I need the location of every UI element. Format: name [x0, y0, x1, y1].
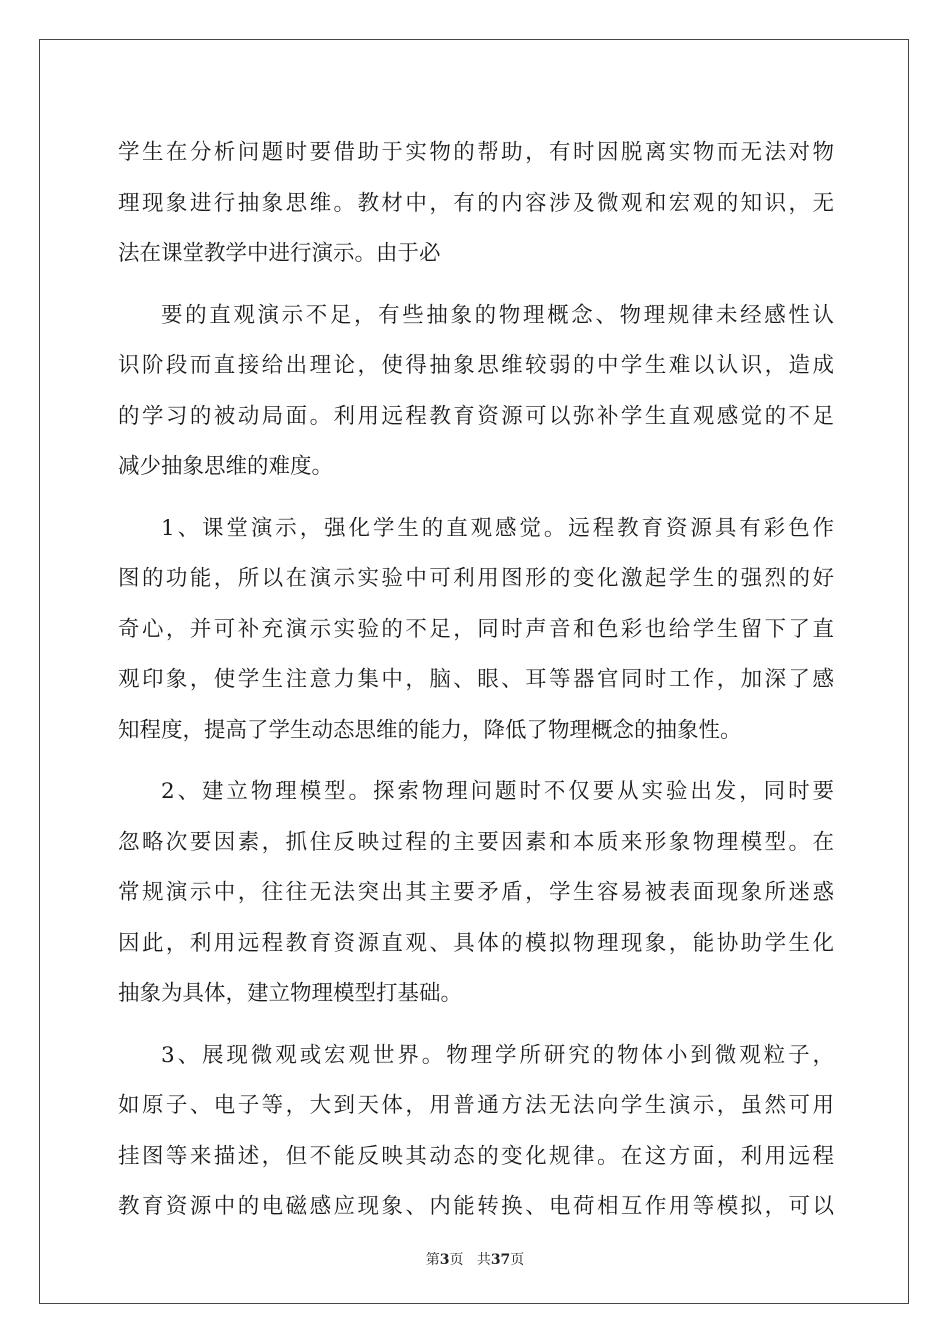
paragraph-1 — [118, 128, 834, 280]
document-body — [118, 128, 834, 1233]
paragraph-4 — [118, 767, 834, 1020]
text-line: 奇心，并可补充演示实验的不足，同时声音和色彩也给学生留下了直 — [118, 616, 834, 642]
text-line: 观印象，使学生注意力集中，脑、眼、耳等器官同时工作，加深了感 — [118, 667, 834, 692]
paragraph-5 — [118, 1031, 834, 1233]
paragraph-3 — [118, 504, 834, 757]
text-line: 忽略次要因素，抓住反映过程的主要因素和本质来形象物理模型。在 — [118, 829, 834, 855]
text-line: 教育资源中的电磁感应现象、内能转换、电荷相互作用等模拟，可以 — [118, 1194, 834, 1219]
text-line: 要的直观演示不足，有些抽象的物理概念、物理规律未经感性认 — [161, 302, 834, 328]
text-line: 因此，利用远程教育资源直观、具体的模拟物理现象，能协助学生化 — [118, 930, 834, 956]
text-line: 学生在分析问题时要借助于实物的帮助，有时因脱离实物而无法对物 — [118, 140, 834, 165]
total-label-suffix: 页 — [510, 1252, 525, 1268]
text-line: 理现象进行抽象思维。教材中，有的内容涉及微观和宏观的知识，无 — [118, 190, 834, 216]
page-label-suffix: 页 — [449, 1252, 464, 1268]
text-line: 知程度，提高了学生动态思维的能力，降低了物理概念的抽象性。 — [118, 717, 742, 743]
text-line: 挂图等来描述，但不能反映其动态的变化规律。在这方面，利用远程 — [118, 1143, 834, 1169]
page-number: 3 — [439, 1252, 450, 1268]
paragraph-2 — [118, 291, 834, 493]
total-pages: 37 — [490, 1252, 511, 1268]
text-line: 识阶段而直接给出理论，使得抽象思维较弱的中学生难以认识，造成 — [118, 353, 834, 378]
text-line: 减少抽象思维的难度。 — [118, 454, 334, 479]
total-label-prefix: 共 — [476, 1252, 491, 1268]
page-footer — [0, 1249, 950, 1269]
text-line: 法在课堂教学中进行演示。由于必 — [118, 241, 441, 266]
text-line: 常规演示中，往往无法突出其主要矛盾，学生容易被表面现象所迷惑 — [118, 880, 834, 905]
text-line: 抽象为具体，建立物理模型打基础。 — [118, 981, 463, 1006]
text-line: 3、展现微观或宏观世界。物理学所研究的物体小到微观粒子， — [161, 1042, 834, 1068]
text-line: 如原子、电子等，大到天体，用普通方法无法向学生演示，虽然可用 — [118, 1093, 834, 1118]
text-line: 1、课堂演示，强化学生的直观感觉。远程教育资源具有彩色作 — [161, 515, 834, 541]
text-line: 图的功能，所以在演示实验中可利用图形的变化激起学生的强烈的好 — [118, 566, 834, 591]
page-label-prefix: 第 — [425, 1252, 440, 1268]
text-line: 2、建立物理模型。探索物理问题时不仅要从实验出发，同时要 — [161, 779, 834, 804]
text-line: 的学习的被动局面。利用远程教育资源可以弥补学生直观感觉的不足 — [118, 403, 834, 429]
